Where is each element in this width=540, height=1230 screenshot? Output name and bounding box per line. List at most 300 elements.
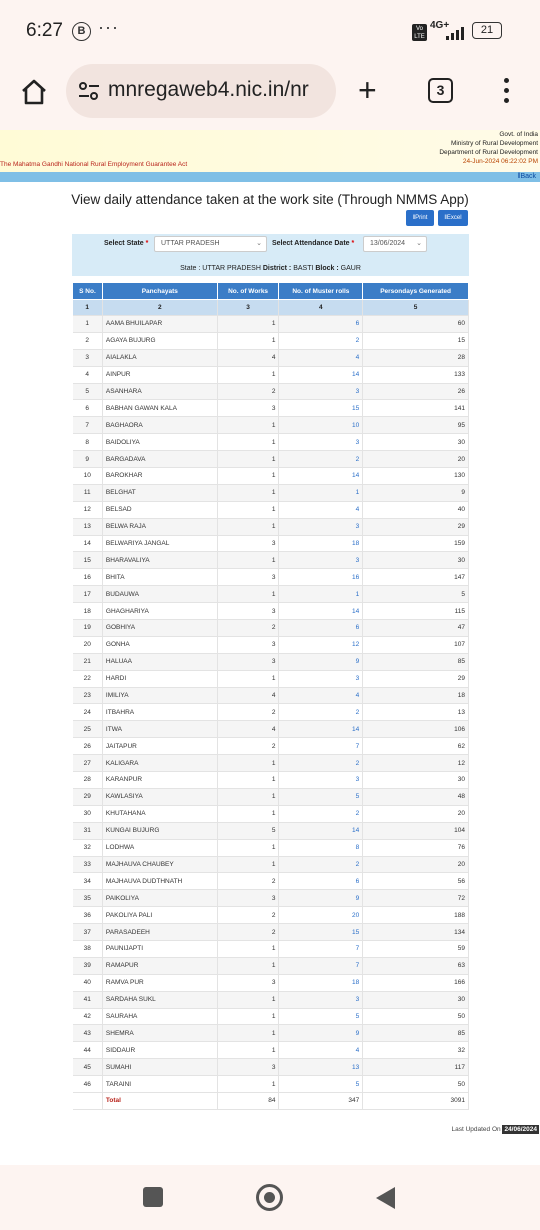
cell-panchayat: BHARAVALIYA <box>102 552 217 569</box>
cell-sno: 7 <box>73 417 103 434</box>
cell-persondays: 20 <box>363 856 469 873</box>
cell-sno: 22 <box>73 670 103 687</box>
cell-works: 3 <box>217 569 279 586</box>
cell-sno: 2 <box>73 332 103 349</box>
table-row <box>73 332 469 349</box>
cell-works: 1 <box>217 839 279 856</box>
table-row <box>73 586 469 603</box>
cell-works: 1 <box>217 670 279 687</box>
cell-panchayat: AGAYA BUJURG <box>102 332 217 349</box>
cell-muster-rolls[interactable]: 6 <box>279 620 363 637</box>
cell-sno: 28 <box>73 772 103 789</box>
cell-sno: 45 <box>73 1059 103 1076</box>
table-row <box>73 822 469 839</box>
url-text: mnregaweb4.nic.in/nr <box>108 78 309 101</box>
cell-works: 1 <box>217 1025 279 1042</box>
cell-muster-rolls[interactable]: 5 <box>279 788 363 805</box>
govt-text: Govt. of India <box>499 131 538 138</box>
table-row <box>73 653 469 670</box>
table-row <box>73 839 469 856</box>
cell-panchayat: KUNGAI BUJURG <box>102 822 217 839</box>
cell-muster-rolls[interactable]: 9 <box>279 653 363 670</box>
cell-persondays: 12 <box>363 755 469 772</box>
cell-sno: 14 <box>73 535 103 552</box>
table-row <box>73 907 469 924</box>
cell-works: 2 <box>217 924 279 941</box>
cell-works: 1 <box>217 1076 279 1093</box>
total-persondays: 3091 <box>363 1092 469 1109</box>
cell-panchayat: BAIDOLIYA <box>102 434 217 451</box>
cell-sno: 37 <box>73 924 103 941</box>
total-label: Total <box>102 1092 217 1109</box>
header-right-block <box>439 130 538 166</box>
total-works: 84 <box>217 1092 279 1109</box>
col-muster-rolls: No. of Muster rolls <box>279 283 363 300</box>
cell-panchayat: AAMA BHUILAPAR <box>102 316 217 333</box>
cell-muster-rolls[interactable]: 2 <box>279 704 363 721</box>
cell-muster-rolls[interactable]: 15 <box>279 924 363 941</box>
cell-persondays: 20 <box>363 451 469 468</box>
cell-works: 1 <box>217 552 279 569</box>
cell-muster-rolls[interactable]: 2 <box>279 451 363 468</box>
table-row <box>73 704 469 721</box>
cell-persondays: 166 <box>363 974 469 991</box>
cell-muster-rolls[interactable]: 2 <box>279 755 363 772</box>
cell-panchayat: BUDAUWA <box>102 586 217 603</box>
cell-sno: 25 <box>73 721 103 738</box>
cell-works: 2 <box>217 907 279 924</box>
cell-muster-rolls[interactable]: 14 <box>279 721 363 738</box>
system-nav-bar <box>0 1165 540 1230</box>
cell-works: 1 <box>217 451 279 468</box>
filter-panel <box>72 234 469 276</box>
cell-sno: 18 <box>73 603 103 620</box>
cell-panchayat: MAJHAUVA CHAUBEY <box>102 856 217 873</box>
cell-sno: 31 <box>73 822 103 839</box>
table-row <box>73 670 469 687</box>
cell-muster-rolls[interactable]: 4 <box>279 501 363 518</box>
cell-works: 2 <box>217 873 279 890</box>
cell-panchayat: ITBAHRA <box>102 704 217 721</box>
cell-panchayat: AIALAKLA <box>102 349 217 366</box>
cell-persondays: 104 <box>363 822 469 839</box>
cell-works: 2 <box>217 383 279 400</box>
table-row <box>73 316 469 333</box>
cell-panchayat: BHITA <box>102 569 217 586</box>
cell-persondays: 133 <box>363 366 469 383</box>
cell-muster-rolls[interactable]: 3 <box>279 991 363 1008</box>
cell-persondays: 85 <box>363 1025 469 1042</box>
cell-muster-rolls[interactable]: 7 <box>279 957 363 974</box>
cell-muster-rolls[interactable]: 9 <box>279 1025 363 1042</box>
print-button[interactable]: ‖Print <box>406 210 434 226</box>
recents-icon[interactable] <box>143 1187 163 1207</box>
cell-persondays: 107 <box>363 636 469 653</box>
cell-sno: 5 <box>73 383 103 400</box>
cell-works: 3 <box>217 890 279 907</box>
col-works: No. of Works <box>217 283 279 300</box>
cell-works: 1 <box>217 417 279 434</box>
cell-muster-rolls[interactable]: 14 <box>279 468 363 485</box>
cell-persondays: 30 <box>363 434 469 451</box>
cell-works: 1 <box>217 332 279 349</box>
cell-sno: 44 <box>73 1042 103 1059</box>
cell-sno: 27 <box>73 755 103 772</box>
cell-muster-rolls[interactable]: 3 <box>279 772 363 789</box>
table-row <box>73 805 469 822</box>
cell-works: 1 <box>217 518 279 535</box>
cell-persondays: 30 <box>363 552 469 569</box>
cell-muster-rolls[interactable]: 5 <box>279 1008 363 1025</box>
cell-sno: 11 <box>73 484 103 501</box>
cell-persondays: 115 <box>363 603 469 620</box>
table-row <box>73 451 469 468</box>
table-row <box>73 535 469 552</box>
cell-sno: 16 <box>73 569 103 586</box>
cell-persondays: 106 <box>363 721 469 738</box>
cell-sno: 10 <box>73 468 103 485</box>
cell-persondays: 141 <box>363 400 469 417</box>
table-row <box>73 788 469 805</box>
cell-panchayat: SHEMRA <box>102 1025 217 1042</box>
cell-persondays: 85 <box>363 653 469 670</box>
new-tab-icon[interactable]: + <box>358 72 377 108</box>
table-row <box>73 873 469 890</box>
clock: 6:27 <box>26 20 63 41</box>
cell-persondays: 134 <box>363 924 469 941</box>
cell-persondays: 15 <box>363 332 469 349</box>
cell-works: 1 <box>217 805 279 822</box>
cell-muster-rolls[interactable]: 5 <box>279 1076 363 1093</box>
header-strip <box>0 172 540 182</box>
cell-panchayat: PAUNIJAPTI <box>102 940 217 957</box>
cell-persondays: 60 <box>363 316 469 333</box>
cell-sno: 21 <box>73 653 103 670</box>
cell-works: 3 <box>217 400 279 417</box>
tab-switcher-button[interactable]: 3 <box>428 78 453 103</box>
chevron-down-icon: ⌄ <box>416 240 422 247</box>
cell-persondays: 59 <box>363 940 469 957</box>
table-row <box>73 1025 469 1042</box>
cell-muster-rolls[interactable]: 16 <box>279 569 363 586</box>
cell-panchayat: KARANPUR <box>102 772 217 789</box>
cell-muster-rolls[interactable]: 14 <box>279 366 363 383</box>
cell-muster-rolls[interactable]: 4 <box>279 349 363 366</box>
cell-sno: 17 <box>73 586 103 603</box>
cell-persondays: 30 <box>363 991 469 1008</box>
cell-muster-rolls[interactable]: 3 <box>279 383 363 400</box>
cell-sno: 40 <box>73 974 103 991</box>
table-row <box>73 856 469 873</box>
cell-panchayat: HARDI <box>102 670 217 687</box>
state-select[interactable]: UTTAR PRADESH ⌄ <box>154 236 267 252</box>
cell-sno: 46 <box>73 1076 103 1093</box>
table-row <box>73 1008 469 1025</box>
cell-muster-rolls[interactable]: 3 <box>279 552 363 569</box>
cell-persondays: 29 <box>363 518 469 535</box>
cell-works: 1 <box>217 1008 279 1025</box>
cell-muster-rolls[interactable]: 3 <box>279 434 363 451</box>
cell-works: 3 <box>217 653 279 670</box>
table-row <box>73 349 469 366</box>
cell-panchayat: KAWLASIYA <box>102 788 217 805</box>
cell-works: 1 <box>217 957 279 974</box>
cell-muster-rolls[interactable]: 13 <box>279 1059 363 1076</box>
cell-panchayat: BAGHAORA <box>102 417 217 434</box>
cell-muster-rolls[interactable]: 3 <box>279 518 363 535</box>
cell-muster-rolls[interactable]: 15 <box>279 400 363 417</box>
cell-sno: 42 <box>73 1008 103 1025</box>
cell-panchayat: ITWA <box>102 721 217 738</box>
back-link[interactable]: ‖Back <box>517 173 536 180</box>
col-panchayats: Panchayats <box>102 283 217 300</box>
cell-muster-rolls[interactable]: 1 <box>279 586 363 603</box>
cell-muster-rolls[interactable]: 18 <box>279 535 363 552</box>
cell-sno: 38 <box>73 940 103 957</box>
home-nav-icon[interactable] <box>256 1184 283 1211</box>
cell-works: 5 <box>217 822 279 839</box>
cell-panchayat: BELGHAT <box>102 484 217 501</box>
cell-persondays: 13 <box>363 704 469 721</box>
cell-works: 4 <box>217 349 279 366</box>
cell-sno: 36 <box>73 907 103 924</box>
cell-muster-rolls[interactable]: 2 <box>279 856 363 873</box>
table-row <box>73 620 469 637</box>
cell-panchayat: RAMVA PUR <box>102 974 217 991</box>
excel-button[interactable]: ‖Excel <box>438 210 468 226</box>
more-notifications-icon: ··· <box>98 17 119 37</box>
home-icon[interactable] <box>20 78 48 106</box>
total-muster: 347 <box>279 1092 363 1109</box>
cell-panchayat: BAROKHAR <box>102 468 217 485</box>
cell-panchayat: SAURAHA <box>102 1008 217 1025</box>
cell-persondays: 72 <box>363 890 469 907</box>
chevron-down-icon: ⌄ <box>256 240 262 247</box>
last-updated-date: 24/06/2024 <box>504 1126 537 1133</box>
cell-muster-rolls[interactable]: 14 <box>279 822 363 839</box>
table-row <box>73 569 469 586</box>
table-row <box>73 400 469 417</box>
cell-sno: 8 <box>73 434 103 451</box>
cell-sno: 6 <box>73 400 103 417</box>
ministry-text: Ministry of Rural Development <box>450 140 538 147</box>
cell-muster-rolls[interactable]: 7 <box>279 940 363 957</box>
table-row <box>73 434 469 451</box>
cell-persondays: 9 <box>363 484 469 501</box>
cell-persondays: 28 <box>363 349 469 366</box>
cell-persondays: 18 <box>363 687 469 704</box>
table-row <box>73 636 469 653</box>
last-updated: Last Updated On 24/06/2024 <box>451 1126 537 1133</box>
cell-panchayat: RAMAPUR <box>102 957 217 974</box>
cell-sno: 35 <box>73 890 103 907</box>
cell-sno: 24 <box>73 704 103 721</box>
cell-sno: 4 <box>73 366 103 383</box>
cell-panchayat: SUMAHI <box>102 1059 217 1076</box>
cell-sno: 12 <box>73 501 103 518</box>
cell-sno: 9 <box>73 451 103 468</box>
table-row <box>73 1076 469 1093</box>
cell-works: 3 <box>217 535 279 552</box>
cell-persondays: 30 <box>363 772 469 789</box>
cell-muster-rolls[interactable]: 6 <box>279 873 363 890</box>
cell-sno: 30 <box>73 805 103 822</box>
signal-icon <box>446 24 468 40</box>
cell-muster-rolls[interactable]: 9 <box>279 890 363 907</box>
cell-works: 1 <box>217 434 279 451</box>
cell-persondays: 62 <box>363 738 469 755</box>
cell-works: 3 <box>217 974 279 991</box>
cell-persondays: 29 <box>363 670 469 687</box>
cell-muster-rolls[interactable]: 18 <box>279 974 363 991</box>
cell-works: 1 <box>217 484 279 501</box>
col-sno: S No. <box>73 283 103 300</box>
cell-sno: 39 <box>73 957 103 974</box>
cell-persondays: 26 <box>363 383 469 400</box>
cell-muster-rolls[interactable]: 4 <box>279 1042 363 1059</box>
cell-persondays: 40 <box>363 501 469 518</box>
table-row <box>73 1042 469 1059</box>
cell-panchayat: PAKOLIYA PALI <box>102 907 217 924</box>
cell-panchayat: GONHA <box>102 636 217 653</box>
cell-panchayat: GOBHIYA <box>102 620 217 637</box>
cell-persondays: 32 <box>363 1042 469 1059</box>
table-row <box>73 890 469 907</box>
index-row: 1 2 3 4 5 <box>73 300 469 316</box>
table-row <box>73 738 469 755</box>
cell-muster-rolls[interactable]: 8 <box>279 839 363 856</box>
header-datetime: 24-Jun-2024 06:22:02 PM <box>462 158 538 165</box>
cell-muster-rolls[interactable]: 4 <box>279 687 363 704</box>
cell-sno: 15 <box>73 552 103 569</box>
cell-panchayat: BELSAD <box>102 501 217 518</box>
state-label: Select State * <box>104 240 149 247</box>
table-row <box>73 417 469 434</box>
cell-muster-rolls[interactable]: 10 <box>279 417 363 434</box>
cell-works: 2 <box>217 704 279 721</box>
table-row <box>73 383 469 400</box>
cell-muster-rolls[interactable]: 1 <box>279 484 363 501</box>
cell-persondays: 5 <box>363 586 469 603</box>
back-nav-icon[interactable] <box>376 1187 395 1209</box>
table-row <box>73 755 469 772</box>
table-row <box>73 603 469 620</box>
cell-sno: 19 <box>73 620 103 637</box>
cell-works: 4 <box>217 721 279 738</box>
cell-persondays: 20 <box>363 805 469 822</box>
cell-sno: 34 <box>73 873 103 890</box>
table-row <box>73 924 469 941</box>
table-row <box>73 687 469 704</box>
attendance-table <box>72 282 469 1110</box>
cell-panchayat: TARAINI <box>102 1076 217 1093</box>
cell-works: 1 <box>217 316 279 333</box>
cell-panchayat: LODHWA <box>102 839 217 856</box>
cell-works: 1 <box>217 755 279 772</box>
cell-muster-rolls[interactable]: 2 <box>279 332 363 349</box>
cell-panchayat: BELWA RAJA <box>102 518 217 535</box>
cell-works: 2 <box>217 620 279 637</box>
cell-panchayat: SIDDAUR <box>102 1042 217 1059</box>
cell-panchayat: MAJHAUVA DUDTHNATH <box>102 873 217 890</box>
overflow-menu-icon[interactable] <box>497 76 517 106</box>
cell-works: 4 <box>217 687 279 704</box>
cell-muster-rolls[interactable]: 6 <box>279 316 363 333</box>
network-type: 4G+ <box>430 20 450 31</box>
cell-muster-rolls[interactable]: 14 <box>279 603 363 620</box>
table-row <box>73 721 469 738</box>
cell-works: 1 <box>217 366 279 383</box>
cell-sno: 13 <box>73 518 103 535</box>
status-bar <box>0 0 540 64</box>
cell-panchayat: KALIGARA <box>102 755 217 772</box>
scheme-title: The Mahatma Gandhi National Rural Employment Guarantee Act <box>0 161 188 168</box>
cell-persondays: 130 <box>363 468 469 485</box>
cell-sno: 1 <box>73 316 103 333</box>
cell-persondays: 188 <box>363 907 469 924</box>
total-row <box>73 1092 469 1109</box>
table-row <box>73 484 469 501</box>
address-bar[interactable] <box>66 64 336 118</box>
cell-works: 1 <box>217 501 279 518</box>
table-row <box>73 468 469 485</box>
cell-sno: 41 <box>73 991 103 1008</box>
cell-panchayat: GHAGHARIYA <box>102 603 217 620</box>
location-line: State : UTTAR PRADESH District : BASTI Block : GAUR <box>180 265 361 272</box>
cell-sno: 29 <box>73 788 103 805</box>
cell-muster-rolls[interactable]: 7 <box>279 738 363 755</box>
cell-persondays: 47 <box>363 620 469 637</box>
cell-sno: 32 <box>73 839 103 856</box>
cell-panchayat: HALUAA <box>102 653 217 670</box>
table-row <box>73 552 469 569</box>
table-row <box>73 772 469 789</box>
cell-persondays: 117 <box>363 1059 469 1076</box>
cell-persondays: 76 <box>363 839 469 856</box>
cell-works: 1 <box>217 468 279 485</box>
cell-muster-rolls[interactable]: 12 <box>279 636 363 653</box>
cell-panchayat: PAIKOLIYA <box>102 890 217 907</box>
date-select[interactable]: 13/06/2024 ⌄ <box>363 236 427 252</box>
cell-works: 1 <box>217 991 279 1008</box>
cell-panchayat: SARDAHA SUKL <box>102 991 217 1008</box>
cell-persondays: 63 <box>363 957 469 974</box>
cell-sno: 3 <box>73 349 103 366</box>
cell-panchayat: KHUTAHANA <box>102 805 217 822</box>
page-content <box>0 130 540 1133</box>
table-row <box>73 366 469 383</box>
cell-persondays: 50 <box>363 1008 469 1025</box>
cell-muster-rolls[interactable]: 20 <box>279 907 363 924</box>
cell-muster-rolls[interactable]: 2 <box>279 805 363 822</box>
cell-works: 1 <box>217 1042 279 1059</box>
site-settings-icon[interactable] <box>78 81 100 101</box>
cell-works: 3 <box>217 636 279 653</box>
cell-muster-rolls[interactable]: 3 <box>279 670 363 687</box>
browser-toolbar <box>0 64 540 130</box>
cell-persondays: 56 <box>363 873 469 890</box>
cell-works: 1 <box>217 788 279 805</box>
cell-sno: 23 <box>73 687 103 704</box>
cell-persondays: 50 <box>363 1076 469 1093</box>
table-header-row <box>73 283 469 300</box>
cell-works: 1 <box>217 856 279 873</box>
cell-persondays: 48 <box>363 788 469 805</box>
cell-panchayat: BARGADAVA <box>102 451 217 468</box>
cell-sno: 26 <box>73 738 103 755</box>
page-title: View daily attendance taken at the work site (Through NMMS App) <box>71 192 469 207</box>
cell-works: 1 <box>217 772 279 789</box>
